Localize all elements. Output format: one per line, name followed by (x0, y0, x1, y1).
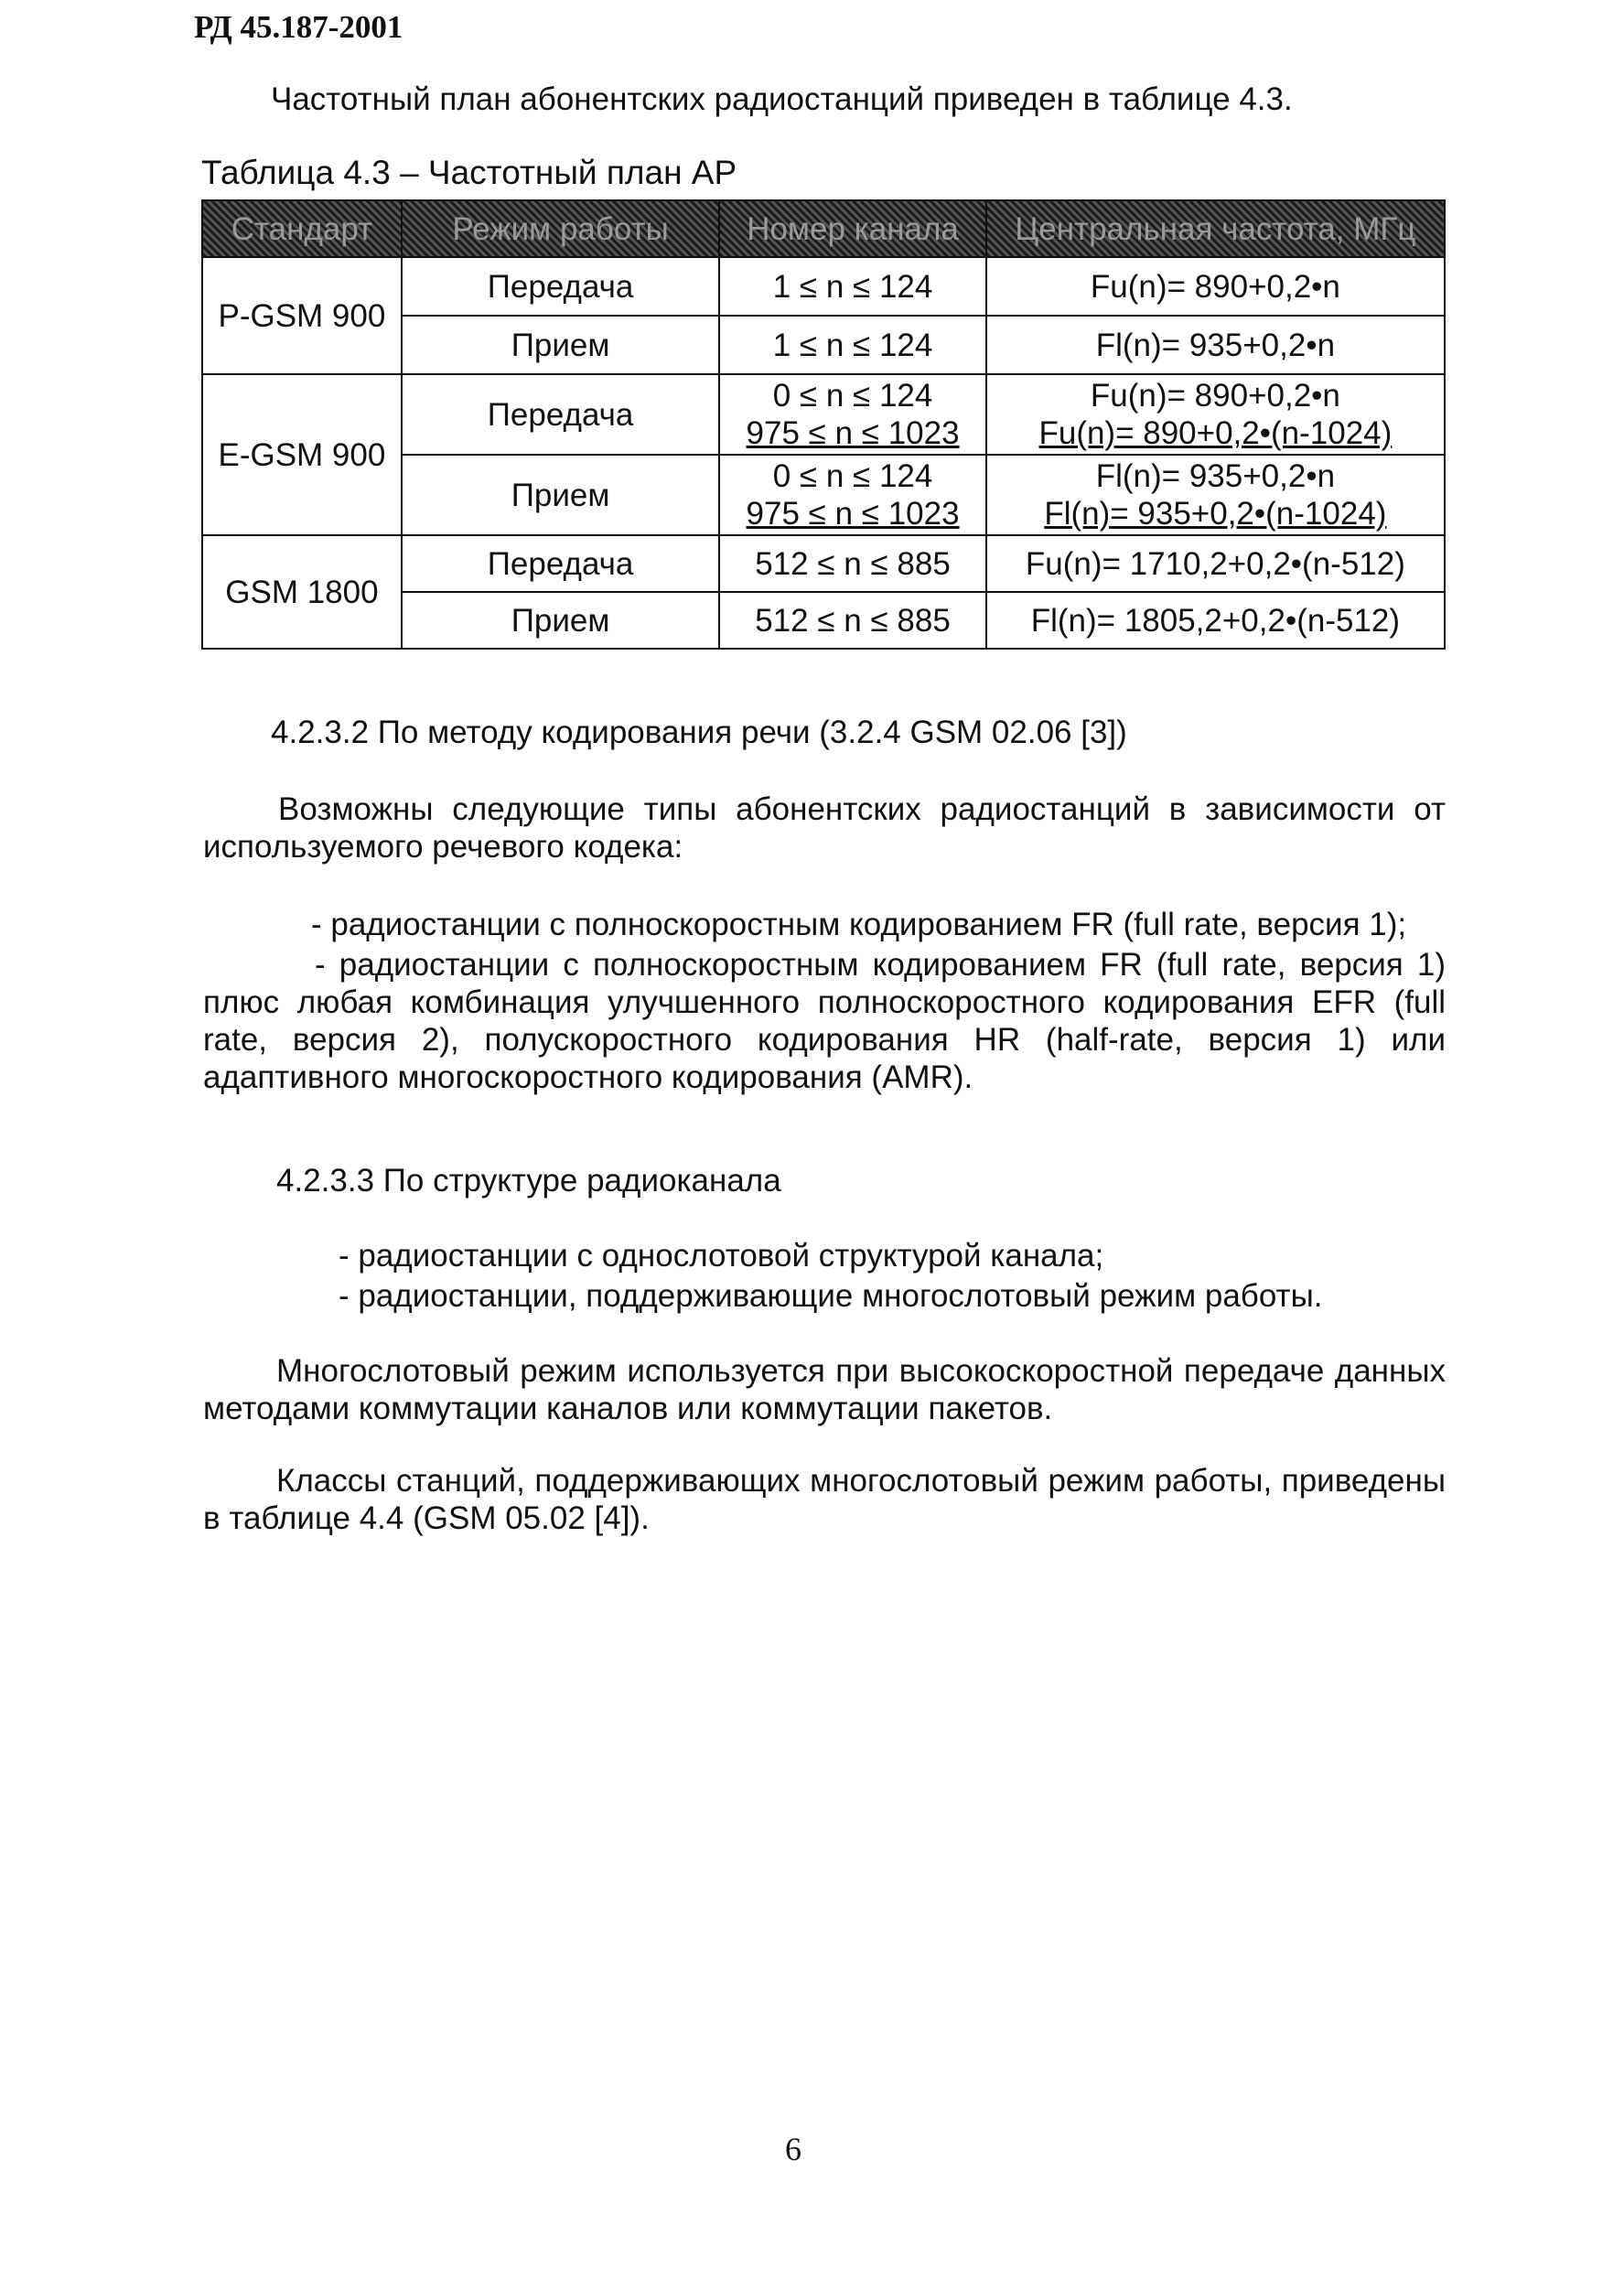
header-mode: Режим работы (402, 200, 719, 257)
channel-cell: 512 ≤ n ≤ 885 (719, 592, 985, 649)
frequency-formula: Fl(n)= 935+0,2•(n-1024) (1044, 496, 1387, 532)
section-4-2-3-2-title: 4.2.3.2 По методу кодирования речи (3.2.4 GSM 02.06 [3]) (271, 715, 1127, 750)
frequency-cell: Fl(n)= 1805,2+0,2•(n-512) (986, 592, 1445, 649)
mode-cell: Передача (402, 257, 719, 316)
channel-cell (719, 455, 985, 535)
header-channel: Номер канала (719, 200, 985, 257)
table-caption: Таблица 4.3 – Частотный план АР (201, 154, 737, 191)
multislot-paragraph: Многослотовый режим используется при высокоскоростной передаче данных методами коммутации каналов или коммутации пакетов. (203, 1353, 1446, 1426)
standard-cell: P-GSM 900 (202, 257, 402, 374)
frequency-plan-table (201, 199, 1446, 650)
list-item: - радиостанции, поддерживающие многослотовый режим работы. (339, 1278, 1323, 1314)
channel-cell: 1 ≤ n ≤ 124 (719, 257, 985, 316)
frequency-cell (986, 374, 1445, 455)
table-header-row (202, 200, 1445, 257)
standard-cell: E-GSM 900 (202, 374, 402, 535)
header-frequency: Центральная частота, МГц (986, 200, 1445, 257)
channel-cell: 1 ≤ n ≤ 124 (719, 316, 985, 374)
frequency-cell: Fu(n)= 890+0,2•n (986, 257, 1445, 316)
channel-cell (719, 374, 985, 455)
mode-cell: Передача (402, 535, 719, 592)
section-4-2-3-3-title: 4.2.3.3 По структуре радиоканала (276, 1163, 781, 1199)
table-row (202, 374, 1445, 455)
frequency-formula: Fu(n)= 890+0,2•(n-1024) (1038, 415, 1393, 451)
frequency-formula: Fu(n)= 890+0,2•n (1090, 378, 1340, 414)
list-item: - радиостанции с однослотовой структурой канала; (339, 1238, 1104, 1274)
page-number: 6 (785, 2131, 801, 2167)
standard-cell: GSM 1800 (202, 535, 402, 649)
station-classes-paragraph: Классы станций, поддерживающих многослотовый режим работы, приведены в таблице 4.4 (GSM 05.02 [4]). (203, 1463, 1446, 1536)
frequency-cell: Fu(n)= 1710,2+0,2•(n-512) (986, 535, 1445, 592)
mode-cell: Прием (402, 316, 719, 374)
channel-range: 0 ≤ n ≤ 124 (772, 458, 933, 494)
mode-cell: Прием (402, 592, 719, 649)
frequency-cell: Fl(n)= 935+0,2•n (986, 316, 1445, 374)
channel-range: 975 ≤ n ≤ 1023 (746, 496, 960, 532)
header-standard: Стандарт (202, 200, 402, 257)
frequency-formula: Fl(n)= 935+0,2•n (1095, 458, 1336, 494)
table-row (202, 257, 1445, 316)
table-row (202, 535, 1445, 592)
mode-cell: Передача (402, 374, 719, 455)
list-item: - радиостанции с полноскоростным кодированием FR (full rate, версия 1); (311, 907, 1407, 942)
channel-cell: 512 ≤ n ≤ 885 (719, 535, 985, 592)
channel-range: 975 ≤ n ≤ 1023 (746, 415, 960, 451)
document-code: РД 45.187-2001 (194, 9, 403, 45)
frequency-cell (986, 455, 1445, 535)
channel-range: 0 ≤ n ≤ 124 (772, 378, 933, 414)
mode-cell: Прием (402, 455, 719, 535)
intro-paragraph: Частотный план абонентских радиостанций приведен в таблице 4.3. (271, 81, 1293, 117)
list-item: - радиостанции с полноскоростным кодированием FR (full rate, версия 1) плюс любая комбинация улучшенного полноскоростного кодирования EFR (full rate, версия 2), полускоростного кодирования HR (half-rate, версия 1) или адаптивного многоскоростного кодирования (AMR). (203, 947, 1446, 1095)
section-4-2-3-2-paragraph: Возможны следующие типы абонентских радиостанций в зависимости от используемого речевого кодека: (203, 791, 1446, 865)
